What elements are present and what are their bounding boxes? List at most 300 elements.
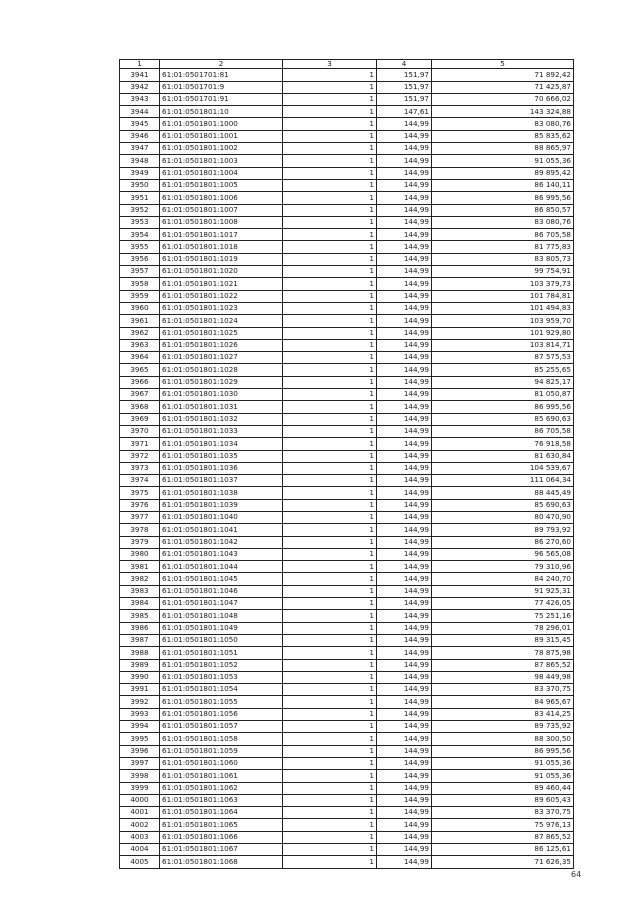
table-row (120, 696, 574, 708)
area-cell: 144,99 (377, 241, 432, 253)
cadastral-number-cell: 61:01:0501801:1043 (160, 548, 283, 560)
row-number-cell: 3952 (120, 204, 160, 216)
area-cell: 144,99 (377, 585, 432, 597)
row-number-cell: 3944 (120, 106, 160, 118)
count-cell: 1 (283, 548, 377, 560)
value-cell: 85 255,65 (432, 364, 574, 376)
area-cell: 144,99 (377, 130, 432, 142)
count-cell: 1 (283, 266, 377, 278)
cadastral-number-cell: 61:01:0501801:1052 (160, 659, 283, 671)
table-row (120, 598, 574, 610)
table-row (120, 425, 574, 437)
count-cell: 1 (283, 782, 377, 794)
value-cell: 101 784,81 (432, 290, 574, 302)
area-cell: 144,99 (377, 634, 432, 646)
table-row (120, 610, 574, 622)
table-row (120, 524, 574, 536)
area-cell: 144,99 (377, 229, 432, 241)
row-number-cell: 3955 (120, 241, 160, 253)
count-cell: 1 (283, 733, 377, 745)
row-number-cell: 4003 (120, 831, 160, 843)
count-cell: 1 (283, 634, 377, 646)
value-cell: 83 805,73 (432, 253, 574, 265)
row-number-cell: 3991 (120, 684, 160, 696)
row-number-cell: 3983 (120, 585, 160, 597)
value-cell: 81 050,87 (432, 389, 574, 401)
count-cell: 1 (283, 376, 377, 388)
row-number-cell: 3961 (120, 315, 160, 327)
area-cell: 144,99 (377, 290, 432, 302)
cadastral-number-cell: 61:01:0501801:1045 (160, 573, 283, 585)
cadastral-number-cell: 61:01:0501801:1054 (160, 684, 283, 696)
table-row (120, 684, 574, 696)
cadastral-number-cell: 61:01:0501801:1025 (160, 327, 283, 339)
cadastral-number-cell: 61:01:0501801:1051 (160, 647, 283, 659)
count-cell: 1 (283, 253, 377, 265)
cadastral-number-cell: 61:01:0501801:1028 (160, 364, 283, 376)
row-number-cell: 3957 (120, 266, 160, 278)
value-cell: 143 324,88 (432, 106, 574, 118)
area-cell: 144,99 (377, 155, 432, 167)
row-number-cell: 3969 (120, 413, 160, 425)
value-cell: 83 080,76 (432, 118, 574, 130)
area-cell: 144,99 (377, 807, 432, 819)
count-cell: 1 (283, 819, 377, 831)
cadastral-number-cell: 61:01:0501801:1066 (160, 831, 283, 843)
count-cell: 1 (283, 192, 377, 204)
row-number-cell: 3982 (120, 573, 160, 585)
area-cell: 144,99 (377, 819, 432, 831)
count-cell: 1 (283, 130, 377, 142)
cadastral-number-cell: 61:01:0501801:1056 (160, 708, 283, 720)
cadastral-number-cell: 61:01:0501801:1042 (160, 536, 283, 548)
cadastral-number-cell: 61:01:0501801:1007 (160, 204, 283, 216)
count-cell: 1 (283, 598, 377, 610)
table-row (120, 573, 574, 585)
value-cell: 87 865,52 (432, 831, 574, 843)
count-cell: 1 (283, 241, 377, 253)
row-number-cell: 3979 (120, 536, 160, 548)
row-number-cell: 3948 (120, 155, 160, 167)
cadastral-number-cell: 61:01:0501701:81 (160, 69, 283, 81)
value-cell: 111 064,34 (432, 475, 574, 487)
area-cell: 144,99 (377, 475, 432, 487)
count-cell: 1 (283, 536, 377, 548)
count-cell: 1 (283, 143, 377, 155)
area-cell: 147,61 (377, 106, 432, 118)
row-number-cell: 3999 (120, 782, 160, 794)
value-cell: 86 850,57 (432, 204, 574, 216)
table-row (120, 155, 574, 167)
row-number-cell: 3986 (120, 622, 160, 634)
area-cell: 144,99 (377, 438, 432, 450)
count-cell: 1 (283, 69, 377, 81)
count-cell: 1 (283, 315, 377, 327)
area-cell: 144,99 (377, 745, 432, 757)
value-cell: 91 055,36 (432, 757, 574, 769)
area-cell: 144,99 (377, 192, 432, 204)
value-cell: 89 735,92 (432, 721, 574, 733)
row-number-cell: 3960 (120, 302, 160, 314)
row-number-cell: 3959 (120, 290, 160, 302)
cadastral-number-cell: 61:01:0501701:9 (160, 81, 283, 93)
table-row (120, 721, 574, 733)
value-cell: 99 754,91 (432, 266, 574, 278)
count-cell: 1 (283, 524, 377, 536)
row-number-cell: 3998 (120, 770, 160, 782)
cadastral-number-cell: 61:01:0501801:1063 (160, 794, 283, 806)
count-cell: 1 (283, 450, 377, 462)
count-cell: 1 (283, 425, 377, 437)
value-cell: 103 379,73 (432, 278, 574, 290)
cadastral-number-cell: 61:01:0501801:1006 (160, 192, 283, 204)
area-cell: 144,99 (377, 831, 432, 843)
count-cell: 1 (283, 204, 377, 216)
value-cell: 101 494,83 (432, 302, 574, 314)
value-cell: 75 976,13 (432, 819, 574, 831)
table-row (120, 548, 574, 560)
area-cell: 144,99 (377, 253, 432, 265)
row-number-cell: 3973 (120, 462, 160, 474)
count-cell: 1 (283, 155, 377, 167)
row-number-cell: 3958 (120, 278, 160, 290)
count-cell: 1 (283, 794, 377, 806)
count-cell: 1 (283, 659, 377, 671)
cadastral-number-cell: 61:01:0501801:1018 (160, 241, 283, 253)
area-cell: 144,99 (377, 696, 432, 708)
area-cell: 144,99 (377, 327, 432, 339)
row-number-cell: 3987 (120, 634, 160, 646)
table-row (120, 143, 574, 155)
table-row (120, 856, 574, 868)
row-number-cell: 3966 (120, 376, 160, 388)
area-cell: 144,99 (377, 548, 432, 560)
cadastral-number-cell: 61:01:0501801:1022 (160, 290, 283, 302)
value-cell: 78 296,01 (432, 622, 574, 634)
value-cell: 89 895,42 (432, 167, 574, 179)
value-cell: 85 690,63 (432, 413, 574, 425)
table-row (120, 376, 574, 388)
table-row (120, 647, 574, 659)
cadastral-number-cell: 61:01:0501801:1023 (160, 302, 283, 314)
count-cell: 1 (283, 438, 377, 450)
row-number-cell: 3945 (120, 118, 160, 130)
value-cell: 88 865,97 (432, 143, 574, 155)
table-row (120, 253, 574, 265)
count-cell: 1 (283, 671, 377, 683)
cadastral-number-cell: 61:01:0501801:1038 (160, 487, 283, 499)
row-number-cell: 3946 (120, 130, 160, 142)
count-cell: 1 (283, 352, 377, 364)
table-row (120, 807, 574, 819)
value-cell: 76 918,58 (432, 438, 574, 450)
table-row (120, 536, 574, 548)
page-number: 64 (571, 870, 582, 879)
table-row (120, 413, 574, 425)
area-cell: 151,97 (377, 69, 432, 81)
value-cell: 86 705,58 (432, 425, 574, 437)
count-cell: 1 (283, 856, 377, 868)
count-cell: 1 (283, 339, 377, 351)
table-row (120, 93, 574, 105)
count-cell: 1 (283, 278, 377, 290)
area-cell: 144,99 (377, 179, 432, 191)
area-cell: 144,99 (377, 794, 432, 806)
value-cell: 89 793,92 (432, 524, 574, 536)
cadastral-number-cell: 61:01:0501801:1029 (160, 376, 283, 388)
cadastral-number-cell: 61:01:0501801:1027 (160, 352, 283, 364)
cadastral-number-cell: 61:01:0501801:1068 (160, 856, 283, 868)
value-cell: 89 460,44 (432, 782, 574, 794)
value-cell: 103 814,71 (432, 339, 574, 351)
row-number-cell: 3985 (120, 610, 160, 622)
count-cell: 1 (283, 106, 377, 118)
value-cell: 86 995,56 (432, 745, 574, 757)
row-number-cell: 3951 (120, 192, 160, 204)
row-number-cell: 3996 (120, 745, 160, 757)
value-cell: 89 315,45 (432, 634, 574, 646)
value-cell: 81 630,84 (432, 450, 574, 462)
table-row (120, 844, 574, 856)
value-cell: 86 995,56 (432, 192, 574, 204)
table-row (120, 511, 574, 523)
value-cell: 85 690,63 (432, 499, 574, 511)
area-cell: 144,99 (377, 573, 432, 585)
table-row (120, 167, 574, 179)
cadastral-number-cell: 61:01:0501801:10 (160, 106, 283, 118)
cadastral-number-cell: 61:01:0501801:1049 (160, 622, 283, 634)
table-body (120, 69, 574, 868)
value-cell: 91 055,36 (432, 770, 574, 782)
row-number-cell: 3953 (120, 216, 160, 228)
area-cell: 144,99 (377, 167, 432, 179)
table-row (120, 499, 574, 511)
row-number-cell: 3978 (120, 524, 160, 536)
table-row (120, 69, 574, 81)
table-row (120, 339, 574, 351)
row-number-cell: 4004 (120, 844, 160, 856)
row-number-cell: 3981 (120, 561, 160, 573)
table-row (120, 106, 574, 118)
table-row (120, 794, 574, 806)
row-number-cell: 3989 (120, 659, 160, 671)
count-cell: 1 (283, 721, 377, 733)
count-cell: 1 (283, 290, 377, 302)
area-cell: 144,99 (377, 315, 432, 327)
area-cell: 144,99 (377, 450, 432, 462)
row-number-cell: 3990 (120, 671, 160, 683)
area-cell: 144,99 (377, 536, 432, 548)
area-cell: 144,99 (377, 622, 432, 634)
value-cell: 91 055,36 (432, 155, 574, 167)
cadastral-number-cell: 61:01:0501701:91 (160, 93, 283, 105)
table-row (120, 364, 574, 376)
area-cell: 144,99 (377, 364, 432, 376)
table-row (120, 462, 574, 474)
cadastral-number-cell: 61:01:0501801:1065 (160, 819, 283, 831)
count-cell: 1 (283, 389, 377, 401)
value-cell: 71 425,87 (432, 81, 574, 93)
cadastral-number-cell: 61:01:0501801:1040 (160, 511, 283, 523)
table-row (120, 782, 574, 794)
count-cell: 1 (283, 622, 377, 634)
value-cell: 84 240,70 (432, 573, 574, 585)
table-row (120, 819, 574, 831)
row-number-cell: 3956 (120, 253, 160, 265)
area-cell: 144,99 (377, 856, 432, 868)
area-cell: 144,99 (377, 782, 432, 794)
value-cell: 96 565,08 (432, 548, 574, 560)
cadastral-number-cell: 61:01:0501801:1048 (160, 610, 283, 622)
value-cell: 80 470,90 (432, 511, 574, 523)
cadastral-number-cell: 61:01:0501801:1031 (160, 401, 283, 413)
value-cell: 88 445,49 (432, 487, 574, 499)
row-number-cell: 3993 (120, 708, 160, 720)
cadastral-number-cell: 61:01:0501801:1004 (160, 167, 283, 179)
value-cell: 86 270,60 (432, 536, 574, 548)
cadastral-number-cell: 61:01:0501801:1047 (160, 598, 283, 610)
value-cell: 87 575,53 (432, 352, 574, 364)
value-cell: 98 449,98 (432, 671, 574, 683)
area-cell: 144,99 (377, 770, 432, 782)
count-cell: 1 (283, 696, 377, 708)
count-cell: 1 (283, 93, 377, 105)
area-cell: 144,99 (377, 204, 432, 216)
count-cell: 1 (283, 81, 377, 93)
row-number-cell: 3970 (120, 425, 160, 437)
value-cell: 78 875,98 (432, 647, 574, 659)
count-cell: 1 (283, 831, 377, 843)
table-row (120, 130, 574, 142)
area-cell: 144,99 (377, 511, 432, 523)
row-number-cell: 3995 (120, 733, 160, 745)
area-cell: 144,99 (377, 721, 432, 733)
area-cell: 144,99 (377, 266, 432, 278)
table-row (120, 708, 574, 720)
cadastral-number-cell: 61:01:0501801:1058 (160, 733, 283, 745)
row-number-cell: 3974 (120, 475, 160, 487)
table-row (120, 241, 574, 253)
header-row (120, 60, 574, 69)
count-cell: 1 (283, 179, 377, 191)
count-cell: 1 (283, 413, 377, 425)
count-cell: 1 (283, 708, 377, 720)
count-cell: 1 (283, 610, 377, 622)
row-number-cell: 3954 (120, 229, 160, 241)
count-cell: 1 (283, 487, 377, 499)
cadastral-number-cell: 61:01:0501801:1026 (160, 339, 283, 351)
value-cell: 104 539,67 (432, 462, 574, 474)
table-row (120, 216, 574, 228)
area-cell: 144,99 (377, 143, 432, 155)
area-cell: 144,99 (377, 610, 432, 622)
cadastral-number-cell: 61:01:0501801:1035 (160, 450, 283, 462)
area-cell: 144,99 (377, 647, 432, 659)
cadastral-number-cell: 61:01:0501801:1000 (160, 118, 283, 130)
count-cell: 1 (283, 167, 377, 179)
count-cell: 1 (283, 573, 377, 585)
table-row (120, 315, 574, 327)
area-cell: 144,99 (377, 598, 432, 610)
cadastral-number-cell: 61:01:0501801:1021 (160, 278, 283, 290)
value-cell: 86 705,58 (432, 229, 574, 241)
area-cell: 144,99 (377, 561, 432, 573)
count-cell: 1 (283, 757, 377, 769)
area-cell: 144,99 (377, 684, 432, 696)
table-row (120, 290, 574, 302)
count-cell: 1 (283, 684, 377, 696)
cadastral-number-cell: 61:01:0501801:1002 (160, 143, 283, 155)
value-cell: 71 626,35 (432, 856, 574, 868)
table-row (120, 81, 574, 93)
row-number-cell: 3949 (120, 167, 160, 179)
table-row (120, 831, 574, 843)
cadastral-number-cell: 61:01:0501801:1062 (160, 782, 283, 794)
row-number-cell: 3997 (120, 757, 160, 769)
table-row (120, 352, 574, 364)
value-cell: 83 370,75 (432, 807, 574, 819)
value-cell: 86 125,61 (432, 844, 574, 856)
area-cell: 151,97 (377, 81, 432, 93)
area-cell: 144,99 (377, 844, 432, 856)
row-number-cell: 3972 (120, 450, 160, 462)
table-row (120, 389, 574, 401)
count-cell: 1 (283, 844, 377, 856)
count-cell: 1 (283, 585, 377, 597)
table-row (120, 561, 574, 573)
cadastral-number-cell: 61:01:0501801:1036 (160, 462, 283, 474)
cadastral-number-cell: 61:01:0501801:1001 (160, 130, 283, 142)
cadastral-number-cell: 61:01:0501801:1067 (160, 844, 283, 856)
value-cell: 86 995,56 (432, 401, 574, 413)
row-number-cell: 3941 (120, 69, 160, 81)
value-cell: 89 605,43 (432, 794, 574, 806)
value-cell: 79 310,96 (432, 561, 574, 573)
table-row (120, 585, 574, 597)
row-number-cell: 3968 (120, 401, 160, 413)
count-cell: 1 (283, 499, 377, 511)
value-cell: 94 825,17 (432, 376, 574, 388)
table-row (120, 659, 574, 671)
value-cell: 83 080,76 (432, 216, 574, 228)
column-header-4: 4 (377, 60, 432, 69)
count-cell: 1 (283, 118, 377, 130)
table-row (120, 278, 574, 290)
area-cell: 144,99 (377, 352, 432, 364)
area-cell: 144,99 (377, 708, 432, 720)
row-number-cell: 3975 (120, 487, 160, 499)
row-number-cell: 3964 (120, 352, 160, 364)
value-cell: 91 925,31 (432, 585, 574, 597)
table-row (120, 266, 574, 278)
cadastral-number-cell: 61:01:0501801:1003 (160, 155, 283, 167)
column-header-2: 2 (160, 60, 283, 69)
area-cell: 144,99 (377, 401, 432, 413)
table-row (120, 733, 574, 745)
cadastral-number-cell: 61:01:0501801:1024 (160, 315, 283, 327)
area-cell: 144,99 (377, 339, 432, 351)
row-number-cell: 3943 (120, 93, 160, 105)
value-cell: 75 251,16 (432, 610, 574, 622)
row-number-cell: 4000 (120, 794, 160, 806)
table-row (120, 204, 574, 216)
cadastral-number-cell: 61:01:0501801:1044 (160, 561, 283, 573)
cadastral-number-cell: 61:01:0501801:1041 (160, 524, 283, 536)
area-cell: 144,99 (377, 278, 432, 290)
cadastral-number-cell: 61:01:0501801:1060 (160, 757, 283, 769)
area-cell: 144,99 (377, 671, 432, 683)
area-cell: 144,99 (377, 376, 432, 388)
